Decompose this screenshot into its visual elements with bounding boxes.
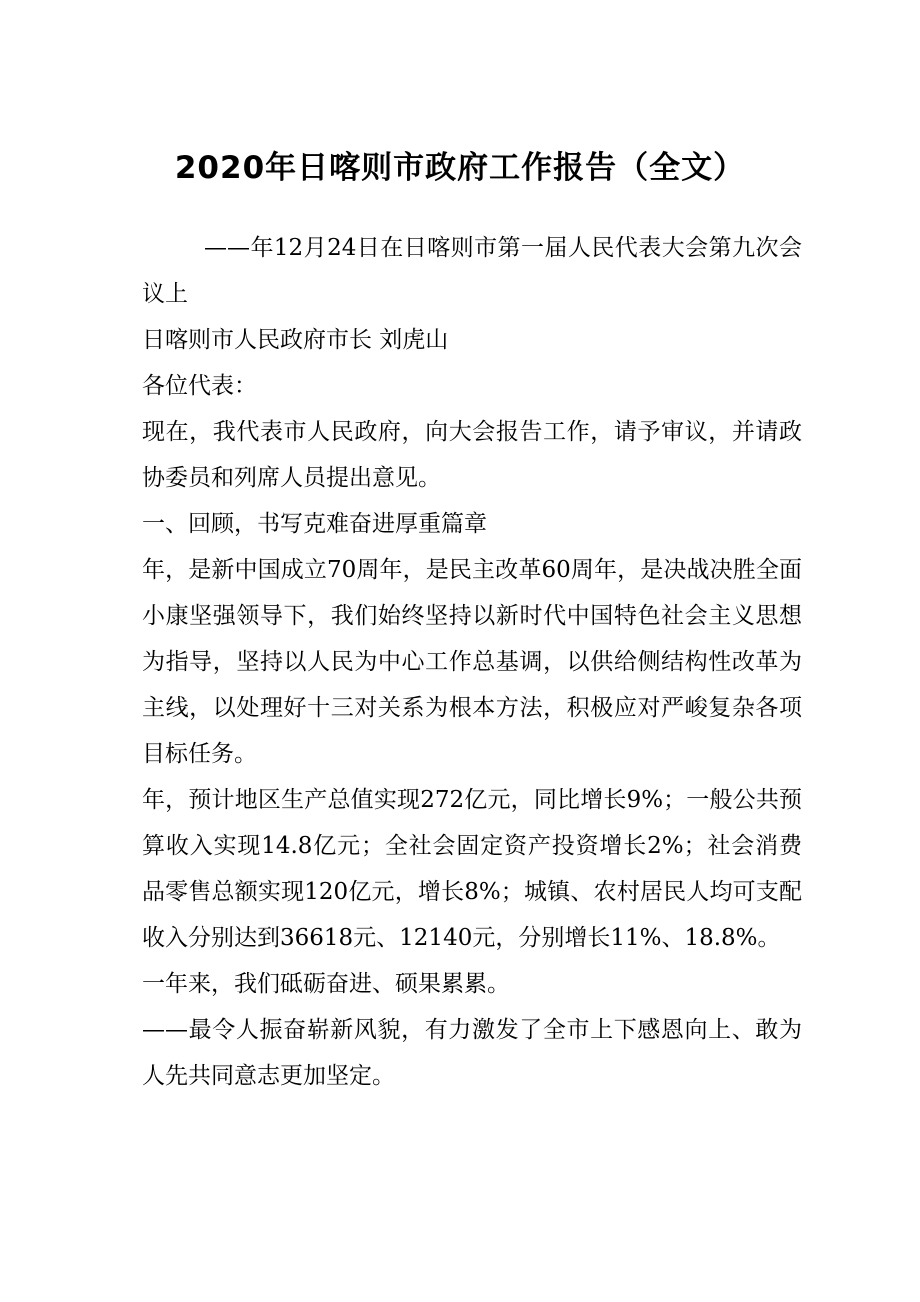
section-heading-1: 一、回顾，书写克难奋进厚重篇章 [142,511,487,537]
paragraph-summary: 一年来，我们砥砺奋进、硕果累累。 [142,971,510,997]
meeting-subtitle: ——年12月24日在日喀则市第一届人民代表大会第九次会议上 [142,235,802,307]
document-title: 2020年日喀则市政府工作报告（全文） [174,150,746,186]
speaker-line: 日喀则市人民政府市长 刘虎山 [142,327,449,353]
paragraph-overview: 年，是新中国成立70周年，是民主改革60周年，是决战决胜全面小康坚强领导下，我们始终坚持以新时代中国特色社会主义思想为指导，坚持以人民为中心工作总基调，以供给侧结构性改革为主线，以处理好十三对关系为根本方法，积极应对严峻复杂各项目标任务。 [142,557,802,767]
salutation: 各位代表： [142,373,257,399]
paragraph-achievement: ——最令人振奋崭新风貌，有力激发了全市上下感恩向上、敢为人先共同意志更加坚定。 [142,1017,802,1089]
paragraph-intro: 现在，我代表市人民政府，向大会报告工作，请予审议，并请政协委员和列席人员提出意见。 [142,419,802,491]
document-body [142,225,802,1099]
paragraph-statistics: 年，预计地区生产总值实现272亿元，同比增长9%；一般公共预算收入实现14.8亿元；全社会固定资产投资增长2%；社会消费品零售总额实现120亿元，增长8%；城镇、农村居民人均可支配收入分别达到36618元、12140元，分别增长11%、18.8%。 [142,787,802,951]
